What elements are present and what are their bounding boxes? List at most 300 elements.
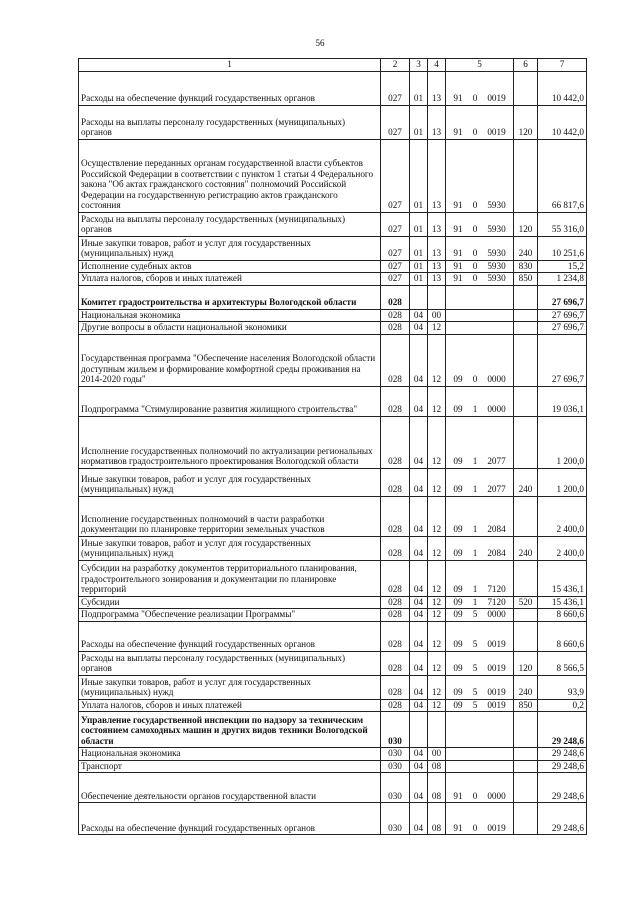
page-number: 56 — [315, 38, 325, 48]
row-section: 01 — [410, 105, 428, 139]
row-name: Расходы на выплаты персоналу государственных (муниципальных) органов — [79, 212, 381, 236]
row-name: Подпрограмма "Стимулирование развития жилищного строительства" — [79, 386, 381, 416]
subprogram-code: 5 — [472, 699, 478, 710]
row-target-article — [446, 748, 514, 761]
row-amount: 10 442,0 — [538, 105, 587, 139]
row-expense-type: 120 — [514, 651, 538, 675]
row-subsection: 12 — [428, 334, 446, 386]
row-expense-type — [514, 621, 538, 651]
row-expense-type — [514, 139, 538, 212]
row-section: 04 — [410, 386, 428, 416]
row-name: Обеспечение деятельности органов государственной власти — [79, 773, 381, 803]
row-section: 04 — [410, 560, 428, 596]
row-admin-code: 028 — [381, 309, 410, 322]
table-row — [79, 748, 587, 761]
table-row — [79, 675, 587, 699]
row-target-article — [446, 71, 514, 105]
row-target-article — [446, 416, 514, 468]
row-section: 04 — [410, 334, 428, 386]
row-expense-type — [514, 416, 538, 468]
program-code: 91 — [453, 822, 463, 833]
row-section: 04 — [410, 536, 428, 560]
table-row — [79, 309, 587, 322]
row-amount: 27 696,7 — [538, 322, 587, 335]
direction-code: 5930 — [487, 200, 506, 210]
row-subsection: 13 — [428, 260, 446, 273]
row-admin-code: 028 — [381, 536, 410, 560]
row-target-article — [446, 322, 514, 335]
row-expense-type — [514, 309, 538, 322]
row-admin-code: 030 — [381, 760, 410, 773]
row-admin-code: 028 — [381, 621, 410, 651]
column-header: 7 — [538, 59, 587, 72]
row-target-article — [446, 236, 514, 260]
table-row — [79, 139, 587, 212]
program-code: 91 — [453, 790, 463, 801]
row-name: Расходы на обеспечение функций государственных органов — [79, 621, 381, 651]
table-row — [79, 105, 587, 139]
row-subsection: 13 — [428, 105, 446, 139]
row-section: 04 — [410, 309, 428, 322]
row-amount: 29 248,6 — [538, 773, 587, 803]
row-target-article — [446, 560, 514, 596]
row-subsection: 13 — [428, 71, 446, 105]
row-target-article — [446, 139, 514, 212]
row-target-article — [446, 773, 514, 803]
row-section: 01 — [410, 273, 428, 286]
row-target-article — [446, 309, 514, 322]
program-code: 91 — [453, 127, 463, 137]
row-subsection: 12 — [428, 536, 446, 560]
row-expense-type: 830 — [514, 260, 538, 273]
row-name: Национальная экономика — [79, 748, 381, 761]
row-amount: 2 400,0 — [538, 536, 587, 560]
program-code: 09 — [453, 484, 463, 494]
subprogram-code: 0 — [472, 273, 478, 283]
row-subsection: 12 — [428, 675, 446, 699]
row-amount: 27 696,7 — [538, 309, 587, 322]
row-amount: 10 442,0 — [538, 71, 587, 105]
row-amount: 29 248,6 — [538, 712, 587, 748]
direction-code: 0019 — [487, 663, 506, 673]
program-code: 09 — [453, 687, 463, 697]
row-expense-type — [514, 609, 538, 622]
row-amount: 19 036,1 — [538, 386, 587, 416]
subprogram-code: 0 — [472, 374, 478, 384]
row-section: 04 — [410, 651, 428, 675]
row-target-article — [446, 712, 514, 748]
subprogram-code: 1 — [472, 404, 478, 414]
column-header: 5 — [446, 59, 514, 72]
direction-code: 0019 — [487, 687, 506, 697]
row-subsection: 00 — [428, 748, 446, 761]
subprogram-code: 1 — [472, 456, 478, 466]
row-amount: 10 251,6 — [538, 236, 587, 260]
row-admin-code: 028 — [381, 560, 410, 596]
subprogram-code: 0 — [472, 260, 478, 271]
row-admin-code: 028 — [381, 675, 410, 699]
row-section: 01 — [410, 236, 428, 260]
table-row — [79, 468, 587, 496]
row-expense-type: 240 — [514, 536, 538, 560]
subprogram-code: 5 — [472, 609, 478, 619]
row-subsection: 12 — [428, 560, 446, 596]
subprogram-code: 1 — [472, 548, 478, 558]
table-row — [79, 236, 587, 260]
row-admin-code: 028 — [381, 416, 410, 468]
row-name: Расходы на выплаты персоналу государственных (муниципальных) органов — [79, 105, 381, 139]
program-code: 91 — [453, 93, 463, 103]
row-amount: 8 660,6 — [538, 621, 587, 651]
row-subsection: 12 — [428, 386, 446, 416]
row-subsection: 13 — [428, 273, 446, 286]
row-name: Иные закупки товаров, работ и услуг для государственных (муниципальных) нужд — [79, 675, 381, 699]
row-admin-code: 027 — [381, 260, 410, 273]
subprogram-code: 0 — [472, 200, 478, 210]
table-row — [79, 496, 587, 536]
direction-code: 2077 — [487, 456, 506, 466]
row-section: 01 — [410, 71, 428, 105]
subprogram-code: 0 — [472, 127, 478, 137]
subprogram-code: 1 — [472, 524, 478, 534]
subprogram-code: 1 — [472, 484, 478, 494]
row-section: 01 — [410, 212, 428, 236]
column-header: 1 — [79, 59, 381, 72]
row-section: 04 — [410, 416, 428, 468]
row-expense-type: 240 — [514, 468, 538, 496]
row-expense-type: 240 — [514, 236, 538, 260]
row-target-article — [446, 334, 514, 386]
subprogram-code: 1 — [472, 584, 478, 594]
budget-table — [78, 58, 587, 835]
column-header: 4 — [428, 59, 446, 72]
row-target-article — [446, 285, 514, 309]
row-subsection — [428, 712, 446, 748]
row-target-article — [446, 609, 514, 622]
row-amount: 27 696,7 — [538, 285, 587, 309]
direction-code: 5930 — [487, 224, 506, 234]
direction-code: 0000 — [487, 374, 506, 384]
row-target-article — [446, 468, 514, 496]
program-code: 09 — [453, 456, 463, 466]
row-expense-type: 850 — [514, 273, 538, 286]
program-code: 09 — [453, 404, 463, 414]
row-expense-type — [514, 322, 538, 335]
row-section: 01 — [410, 139, 428, 212]
program-code: 91 — [453, 273, 463, 283]
row-admin-code: 028 — [381, 468, 410, 496]
row-subsection: 00 — [428, 309, 446, 322]
row-subsection: 12 — [428, 699, 446, 712]
table-row — [79, 596, 587, 609]
row-expense-type: 120 — [514, 212, 538, 236]
row-admin-code: 027 — [381, 71, 410, 105]
row-section — [410, 712, 428, 748]
row-target-article — [446, 699, 514, 712]
row-expense-type — [514, 712, 538, 748]
table-row — [79, 621, 587, 651]
row-expense-type — [514, 334, 538, 386]
row-admin-code: 028 — [381, 609, 410, 622]
row-amount: 27 696,7 — [538, 334, 587, 386]
table-row — [79, 651, 587, 675]
row-section: 04 — [410, 760, 428, 773]
program-code: 91 — [453, 248, 463, 258]
row-expense-type: 520 — [514, 596, 538, 609]
row-section: 04 — [410, 322, 428, 335]
table-row — [79, 712, 587, 748]
subprogram-code: 0 — [472, 822, 478, 833]
row-admin-code: 028 — [381, 386, 410, 416]
direction-code: 5930 — [487, 260, 506, 271]
row-admin-code: 028 — [381, 699, 410, 712]
program-code: 09 — [453, 596, 463, 607]
direction-code: 0000 — [487, 404, 506, 414]
row-admin-code: 027 — [381, 236, 410, 260]
row-section: 04 — [410, 773, 428, 803]
row-amount: 66 817,6 — [538, 139, 587, 212]
row-subsection: 12 — [428, 651, 446, 675]
subprogram-code: 0 — [472, 248, 478, 258]
table-row — [79, 773, 587, 803]
table-row — [79, 416, 587, 468]
subprogram-code: 5 — [472, 639, 478, 649]
row-subsection: 13 — [428, 139, 446, 212]
row-name: Расходы на выплаты персоналу государственных (муниципальных) органов — [79, 651, 381, 675]
row-section: 04 — [410, 748, 428, 761]
row-target-article — [446, 105, 514, 139]
row-name: Уплата налогов, сборов и иных платежей — [79, 273, 381, 286]
program-code: 09 — [453, 584, 463, 594]
row-name: Уплата налогов, сборов и иных платежей — [79, 699, 381, 712]
direction-code: 0019 — [487, 822, 506, 833]
subprogram-code: 5 — [472, 687, 478, 697]
row-name: Иные закупки товаров, работ и услуг для государственных (муниципальных) нужд — [79, 536, 381, 560]
row-target-article — [446, 760, 514, 773]
row-section: 04 — [410, 699, 428, 712]
row-admin-code: 027 — [381, 139, 410, 212]
direction-code: 0019 — [487, 639, 506, 649]
row-target-article — [446, 496, 514, 536]
row-section: 04 — [410, 621, 428, 651]
row-admin-code: 028 — [381, 334, 410, 386]
row-name: Управление государственной инспекции по надзору за техническим состоянием самоходных машин и других видов техники Вологодской области — [79, 712, 381, 748]
direction-code: 0019 — [487, 93, 506, 103]
row-expense-type — [514, 760, 538, 773]
row-name: Исполнение судебных актов — [79, 260, 381, 273]
program-code: 91 — [453, 200, 463, 210]
row-admin-code: 028 — [381, 285, 410, 309]
row-amount: 15,2 — [538, 260, 587, 273]
row-expense-type — [514, 560, 538, 596]
row-admin-code: 030 — [381, 712, 410, 748]
program-code: 09 — [453, 374, 463, 384]
subprogram-code: 0 — [472, 790, 478, 801]
subprogram-code: 0 — [472, 93, 478, 103]
direction-code: 0000 — [487, 609, 506, 619]
table-row — [79, 560, 587, 596]
row-expense-type: 120 — [514, 105, 538, 139]
program-code: 09 — [453, 609, 463, 619]
program-code: 09 — [453, 524, 463, 534]
row-name: Иные закупки товаров, работ и услуг для государственных (муниципальных) нужд — [79, 468, 381, 496]
row-subsection: 12 — [428, 322, 446, 335]
row-section: 04 — [410, 803, 428, 835]
table-row — [79, 285, 587, 309]
table-row — [79, 260, 587, 273]
table-row — [79, 212, 587, 236]
row-amount: 1 200,0 — [538, 416, 587, 468]
direction-code: 2084 — [487, 524, 506, 534]
table-row — [79, 71, 587, 105]
row-subsection: 13 — [428, 236, 446, 260]
row-section — [410, 285, 428, 309]
table-row — [79, 273, 587, 286]
row-target-article — [446, 651, 514, 675]
row-subsection: 12 — [428, 621, 446, 651]
row-admin-code: 030 — [381, 748, 410, 761]
row-subsection: 08 — [428, 803, 446, 835]
row-amount: 29 248,6 — [538, 760, 587, 773]
row-amount: 1 200,0 — [538, 468, 587, 496]
row-expense-type: 240 — [514, 675, 538, 699]
direction-code: 0000 — [487, 790, 506, 801]
row-subsection: 12 — [428, 496, 446, 536]
column-header: 6 — [514, 59, 538, 72]
subprogram-code: 1 — [472, 596, 478, 607]
direction-code: 5930 — [487, 248, 506, 258]
row-name: Другие вопросы в области национальной экономики — [79, 322, 381, 335]
row-subsection: 12 — [428, 416, 446, 468]
row-name: Исполнение государственных полномочий по актуализации региональных нормативов градостроительного проектирования Вологодской области — [79, 416, 381, 468]
row-subsection: 12 — [428, 596, 446, 609]
row-amount: 8 566,5 — [538, 651, 587, 675]
row-admin-code: 027 — [381, 105, 410, 139]
table-row — [79, 609, 587, 622]
row-expense-type: 850 — [514, 699, 538, 712]
row-amount: 8 660,6 — [538, 609, 587, 622]
row-target-article — [446, 386, 514, 416]
row-target-article — [446, 803, 514, 835]
row-target-article — [446, 212, 514, 236]
direction-code: 7120 — [487, 584, 506, 594]
row-admin-code: 028 — [381, 322, 410, 335]
row-expense-type — [514, 386, 538, 416]
row-amount: 2 400,0 — [538, 496, 587, 536]
row-amount: 0,2 — [538, 699, 587, 712]
program-code: 91 — [453, 224, 463, 234]
table-row — [79, 322, 587, 335]
program-code: 09 — [453, 639, 463, 649]
row-amount: 15 436,1 — [538, 560, 587, 596]
row-target-article — [446, 273, 514, 286]
direction-code: 0019 — [487, 127, 506, 137]
table-row — [79, 386, 587, 416]
row-subsection: 08 — [428, 773, 446, 803]
row-amount: 1 234,8 — [538, 273, 587, 286]
direction-code: 7120 — [487, 596, 506, 607]
program-code: 09 — [453, 663, 463, 673]
row-admin-code: 030 — [381, 773, 410, 803]
row-target-article — [446, 260, 514, 273]
row-subsection: 13 — [428, 212, 446, 236]
subprogram-code: 5 — [472, 663, 478, 673]
row-subsection — [428, 285, 446, 309]
row-section: 04 — [410, 609, 428, 622]
row-target-article — [446, 621, 514, 651]
row-amount: 29 248,6 — [538, 803, 587, 835]
row-name: Субсидии на разработку документов территориального планирования, градостроительного зонирования и документации по планировке территорий — [79, 560, 381, 596]
row-section: 04 — [410, 496, 428, 536]
row-expense-type — [514, 803, 538, 835]
row-name: Национальная экономика — [79, 309, 381, 322]
row-name: Подпрограмма "Обеспечение реализации Программы" — [79, 609, 381, 622]
row-subsection: 08 — [428, 760, 446, 773]
table-row — [79, 803, 587, 835]
row-subsection: 12 — [428, 609, 446, 622]
column-header: 3 — [410, 59, 428, 72]
row-name: Расходы на обеспечение функций государственных органов — [79, 71, 381, 105]
table-row — [79, 699, 587, 712]
row-admin-code: 028 — [381, 496, 410, 536]
row-admin-code: 027 — [381, 273, 410, 286]
row-section: 04 — [410, 468, 428, 496]
table-row — [79, 334, 587, 386]
direction-code: 0019 — [487, 699, 506, 710]
row-amount: 29 248,6 — [538, 748, 587, 761]
direction-code: 2077 — [487, 484, 506, 494]
column-header: 2 — [381, 59, 410, 72]
row-name: Осуществление переданных органам государственной власти субъектов Российской Федерации в соответствии с пунктом 1 статьи 4 Федерального закона "Об актах гражданского состояния" полномочий Российской Федерации на государственную регистрацию актов гражданского состояния — [79, 139, 381, 212]
program-code: 09 — [453, 548, 463, 558]
row-admin-code: 027 — [381, 212, 410, 236]
direction-code: 2084 — [487, 548, 506, 558]
row-expense-type — [514, 285, 538, 309]
row-name: Субсидии — [79, 596, 381, 609]
row-name: Государственная программа "Обеспечение населения Вологодской области доступным жильем и формирование комфортной среды проживания на 2014-2020 годы" — [79, 334, 381, 386]
row-expense-type — [514, 748, 538, 761]
row-name: Комитет градостроительства и архитектуры Вологодской области — [79, 285, 381, 309]
row-name: Транспорт — [79, 760, 381, 773]
row-admin-code: 028 — [381, 596, 410, 609]
direction-code: 5930 — [487, 273, 506, 283]
table-row — [79, 760, 587, 773]
row-section: 04 — [410, 675, 428, 699]
row-target-article — [446, 675, 514, 699]
row-section: 04 — [410, 596, 428, 609]
row-admin-code: 028 — [381, 651, 410, 675]
row-name: Расходы на обеспечение функций государственных органов — [79, 803, 381, 835]
row-expense-type — [514, 773, 538, 803]
row-expense-type — [514, 496, 538, 536]
table-row — [79, 536, 587, 560]
row-amount: 93,9 — [538, 675, 587, 699]
subprogram-code: 0 — [472, 224, 478, 234]
row-name: Иные закупки товаров, работ и услуг для государственных (муниципальных) нужд — [79, 236, 381, 260]
table-header-row — [79, 59, 587, 72]
row-amount: 55 316,0 — [538, 212, 587, 236]
program-code: 91 — [453, 260, 463, 271]
row-target-article — [446, 536, 514, 560]
row-expense-type — [514, 71, 538, 105]
row-amount: 15 436,1 — [538, 596, 587, 609]
row-name: Исполнение государственных полномочий в части разработки документации по планировке территории земельных участков — [79, 496, 381, 536]
row-admin-code: 030 — [381, 803, 410, 835]
row-section: 01 — [410, 260, 428, 273]
row-subsection: 12 — [428, 468, 446, 496]
program-code: 09 — [453, 699, 463, 710]
row-target-article — [446, 596, 514, 609]
